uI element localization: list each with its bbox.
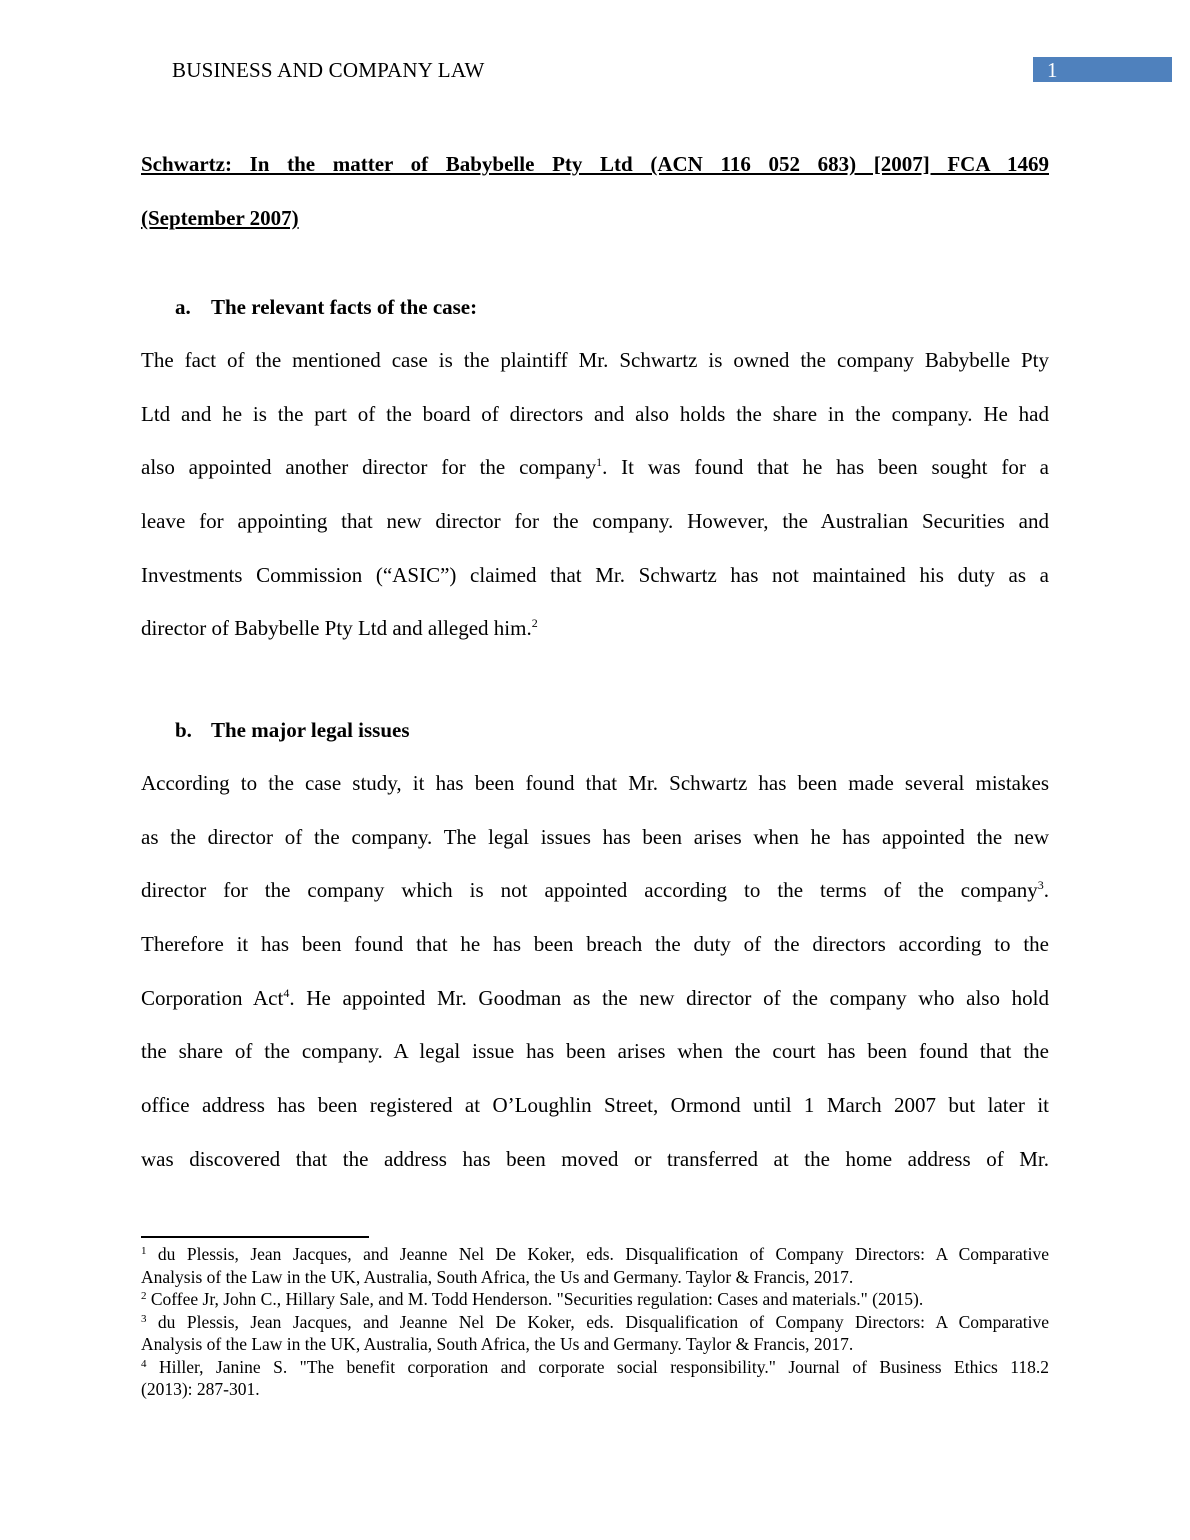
- section-a-heading: [175, 295, 477, 320]
- paragraph-text: also appointed another director for the company: [141, 455, 597, 480]
- section-b-title: The major legal issues: [211, 718, 410, 742]
- footnote-ref-4[interactable]: 4: [283, 985, 290, 1000]
- section-b-heading: [175, 718, 410, 743]
- document-title: [141, 137, 1049, 245]
- title-line-1: Schwartz: In the matter of Babybelle Pty Ltd (ACN 116 052 683) [2007] FCA 1469: [141, 152, 1049, 176]
- paragraph-line: [141, 972, 1049, 1026]
- paragraph-line: as the director of the company. The legal issues has been arises when he has appointed the new: [141, 824, 1049, 849]
- footnote-ref-1[interactable]: 1: [596, 455, 603, 470]
- footnote-line: [141, 1356, 1049, 1379]
- paragraph-line: Investments Commission (“ASIC”) claimed that Mr. Schwartz has not maintained his duty as a: [141, 562, 1049, 587]
- footnote-separator: [141, 1236, 369, 1238]
- footnote-line: [141, 1288, 1049, 1311]
- footnote-line: Analysis of the Law in the UK, Australia, South Africa, the Us and Germany. Taylor & Francis, 2017.: [141, 1334, 854, 1354]
- footnote-3: [141, 1311, 1049, 1356]
- page-number-box: [1033, 57, 1172, 82]
- paragraph-text: . He appointed Mr. Goodman as the new director of the company who also hold: [289, 985, 1049, 1010]
- section-a-marker: a.: [175, 295, 191, 319]
- paragraph-line: Therefore it has been found that he has been breach the duty of the directors according to the: [141, 932, 1049, 957]
- footnote-text: Coffee Jr, John C., Hillary Sale, and M. Todd Henderson. "Securities regulation: Cases and materials." (2015).: [146, 1289, 924, 1309]
- paragraph-line: Ltd and he is the part of the board of directors and also holds the share in the company. He had: [141, 401, 1049, 426]
- footnote-number: 2: [141, 1290, 147, 1302]
- paragraph-text: .: [1043, 878, 1049, 903]
- title-line-2: (September 2007): [141, 206, 299, 230]
- footnote-text: du Plessis, Jean Jacques, and Jeanne Nel De Koker, eds. Disqualification of Company Directors: A Comparative: [146, 1244, 1049, 1264]
- footnote-number: 4: [141, 1357, 147, 1370]
- paragraph-line: [141, 441, 1049, 495]
- footnote-4: [141, 1356, 1049, 1401]
- footnote-text: Hiller, Janine S. "The benefit corporation and corporate social responsibility." Journal of Business Ethics 118.2: [146, 1356, 1049, 1377]
- paragraph-text: director for the company which is not appointed according to the terms of the company: [141, 878, 1038, 903]
- footnote-1: [141, 1243, 1049, 1288]
- paragraph-line: The fact of the mentioned case is the plaintiff Mr. Schwartz is owned the company Babybelle Pty: [141, 348, 1049, 372]
- footnotes: [141, 1243, 1049, 1401]
- paragraph-text: Corporation Act: [141, 985, 284, 1010]
- paragraph-line: the share of the company. A legal issue has been arises when the court has been found that the: [141, 1039, 1049, 1064]
- section-b-marker: b.: [175, 718, 192, 742]
- footnote-line: [141, 1311, 1049, 1334]
- footnote-text: du Plessis, Jean Jacques, and Jeanne Nel De Koker, eds. Disqualification of Company Directors: A Comparative: [146, 1311, 1049, 1332]
- footnote-line: (2013): 287-301.: [141, 1379, 260, 1399]
- footnote-line: Analysis of the Law in the UK, Australia, South Africa, the Us and Germany. Taylor & Francis, 2017.: [141, 1266, 854, 1287]
- paragraph-line: [141, 602, 1049, 656]
- footnote-ref-2[interactable]: 2: [531, 616, 538, 631]
- paragraph-line: leave for appointing that new director for the company. However, the Australian Securities and: [141, 509, 1049, 534]
- paragraph-text: . It was found that he has been sought for a: [602, 455, 1049, 480]
- paragraph-line: office address has been registered at O’Loughlin Street, Ormond until 1 March 2007 but later it: [141, 1093, 1049, 1118]
- section-a-paragraph: [141, 334, 1049, 656]
- paragraph-line: [141, 864, 1049, 918]
- paragraph-line: According to the case study, it has been found that Mr. Schwartz has been made several mistakes: [141, 771, 1049, 795]
- footnote-ref-3[interactable]: 3: [1037, 878, 1044, 893]
- footnote-number: 3: [141, 1312, 147, 1325]
- paragraph-line: was discovered that the address has been moved or transferred at the home address of Mr.: [141, 1146, 1049, 1171]
- paragraph-text: director of Babybelle Pty Ltd and alleged him.: [141, 616, 532, 641]
- footnote-line: [141, 1243, 1049, 1266]
- footnote-2: [141, 1288, 1049, 1311]
- footnote-number: 1: [141, 1245, 147, 1257]
- section-a-title: The relevant facts of the case:: [211, 295, 478, 319]
- page-number: 1: [1047, 58, 1058, 82]
- section-b-paragraph: [141, 757, 1049, 1187]
- running-title: BUSINESS AND COMPANY LAW: [172, 58, 485, 82]
